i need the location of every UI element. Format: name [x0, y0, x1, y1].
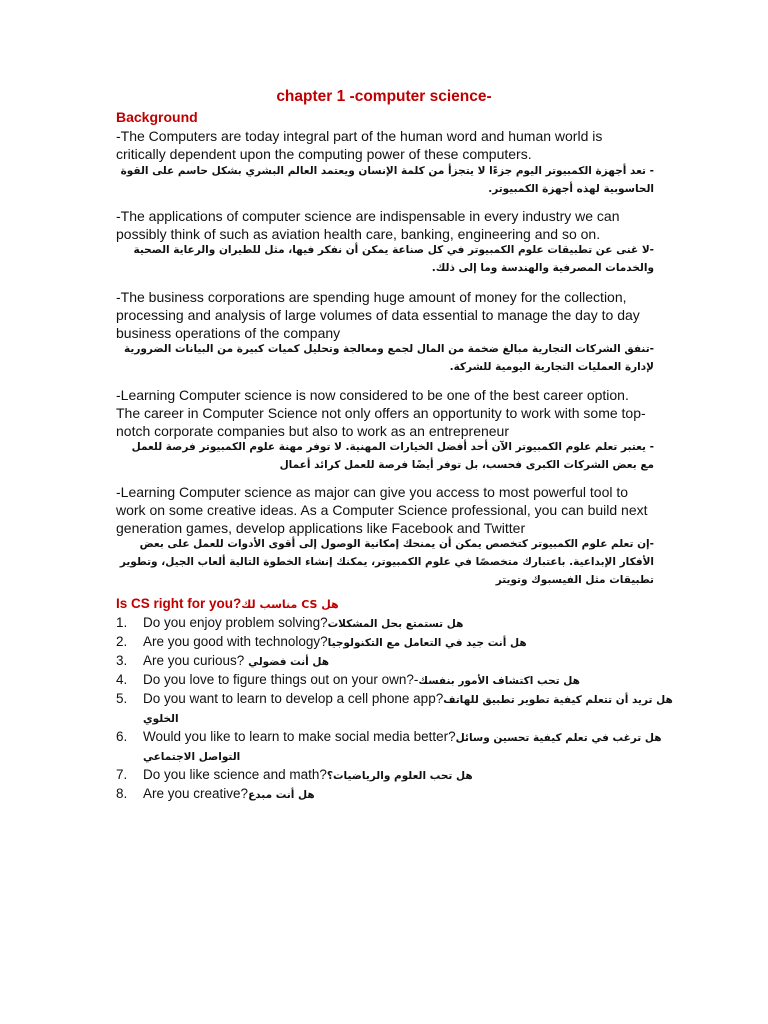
- questions-list: [116, 614, 676, 804]
- background-heading: Background: [116, 109, 198, 125]
- question-item: [116, 652, 676, 671]
- question-english: Are you curious?: [143, 653, 245, 668]
- cs-heading-arabic: هل CS مناسب لك: [241, 598, 339, 611]
- question-arabic: هل تريد أن تتعلم كيفية تطوير تطبيق للهاتف الخلوي: [143, 694, 673, 725]
- paragraph-4-arabic: - يعتبر تعلم علوم الكمبيوتر الآن أحد أفضل الخيارات المهنية. لا توفر مهنة علوم الكمبيوتر فرصة للعمل مع بعض الشركات الكبرى فحسب، بل توفر أيضًا فرصة للعمل كرائد أعمال: [131, 441, 654, 471]
- question-item: [116, 785, 676, 804]
- question-english: Are you creative?: [143, 786, 249, 801]
- question-english: Would you like to learn to make social media better?: [143, 729, 456, 744]
- question-number: 4.: [116, 672, 128, 687]
- paragraph-2-english: -The applications of computer science are indispensable in every industry we can possibly think of such as aviation health care, banking, engineering and so on.: [116, 208, 620, 242]
- question-english: Do you enjoy problem solving?: [143, 615, 328, 630]
- cs-heading-english: Is CS right for you?: [116, 596, 242, 611]
- question-number: 6.: [116, 729, 128, 744]
- paragraph-1-english: -The Computers are today integral part of the human word and human world is critically dependent upon the computing power of these computers.: [116, 128, 603, 162]
- paragraph-1-arabic: - تعد أجهزة الكمبيوتر اليوم جزءًا لا يتجزأ من كلمة الإنسان ويعتمد العالم البشري بشكل حاسم على القوة الحاسوبية لهذه أجهزة الكمبيوتر.: [120, 165, 654, 195]
- question-arabic: هل أنت فضولي: [248, 656, 330, 668]
- question-arabic: هل ترغب في تعلم كيفية تحسين وسائل التواصل الاجتماعي: [143, 732, 662, 763]
- cs-right-heading: [116, 596, 339, 611]
- question-number: 5.: [116, 691, 128, 706]
- paragraph-3-arabic: -تنفق الشركات التجارية مبالغ ضخمة من المال لجمع ومعالجة وتحليل كميات كبيرة من البيانات الضرورية لإدارة العمليات التجارية اليومية للشركة.: [124, 343, 654, 373]
- question-arabic: هل أنت جيد في التعامل مع التكنولوجيا: [327, 637, 527, 649]
- question-arabic: هل تحب العلوم والرياضيات؟: [326, 770, 473, 782]
- question-item: [116, 728, 676, 766]
- question-item: [116, 671, 676, 690]
- question-arabic: هل أنت مبدع: [248, 789, 315, 801]
- paragraph-5-english: -Learning Computer science as major can give you access to most powerful tool to work on some creative ideas. As a Computer Science professional, you can build next generation games, develop applications like Facebook and Twitter: [116, 484, 648, 536]
- question-item: [116, 690, 676, 728]
- question-number: 2.: [116, 634, 128, 649]
- question-number: 8.: [116, 786, 128, 801]
- paragraph-4-english: -Learning Computer science is now considered to be one of the best career option. The career in Computer Science not only offers an opportunity to work with some top-notch corporate companies but also to work as an entrepreneur: [116, 387, 646, 439]
- question-english: Do you love to figure things out on your own?-: [143, 672, 419, 687]
- question-english: Are you good with technology?: [143, 634, 328, 649]
- document-title: chapter 1 -computer science-: [276, 88, 492, 105]
- question-arabic: هل تستمتع بحل المشكلات: [327, 618, 464, 630]
- paragraph-5-arabic: -إن تعلم علوم الكمبيوتر كتخصص يمكن أن يمنحك إمكانية الوصول إلى أقوى الأدوات للعمل على بعض الأفكار الإبداعية. باعتبارك متخصصًا في علوم الكمبيوتر، يمكنك إنشاء الخطوة التالية ألعاب الجيل، وتطوير تطبيقات مثل الفيسبوك وتويتر: [119, 538, 654, 586]
- question-item: [116, 766, 676, 785]
- question-number: 1.: [116, 615, 128, 630]
- question-item: [116, 633, 676, 652]
- paragraph-2-arabic: -لا غنى عن تطبيقات علوم الكمبيوتر في كل صناعة يمكن أن نفكر فيها، مثل للطيران والرعاية الصحية والخدمات المصرفية والهندسة وما إلى ذلك.: [133, 244, 654, 274]
- question-number: 3.: [116, 653, 128, 668]
- paragraph-3-english: -The business corporations are spending huge amount of money for the collection, processing and analysis of large volumes of data essential to manage the day to day business operations of the company: [116, 289, 640, 341]
- question-arabic: هل تحب اكتشاف الأمور بنفسك: [418, 675, 580, 687]
- question-english: Do you like science and math?: [143, 767, 327, 782]
- question-item: [116, 614, 676, 633]
- question-english: Do you want to learn to develop a cell phone app?: [143, 691, 444, 706]
- question-number: 7.: [116, 767, 128, 782]
